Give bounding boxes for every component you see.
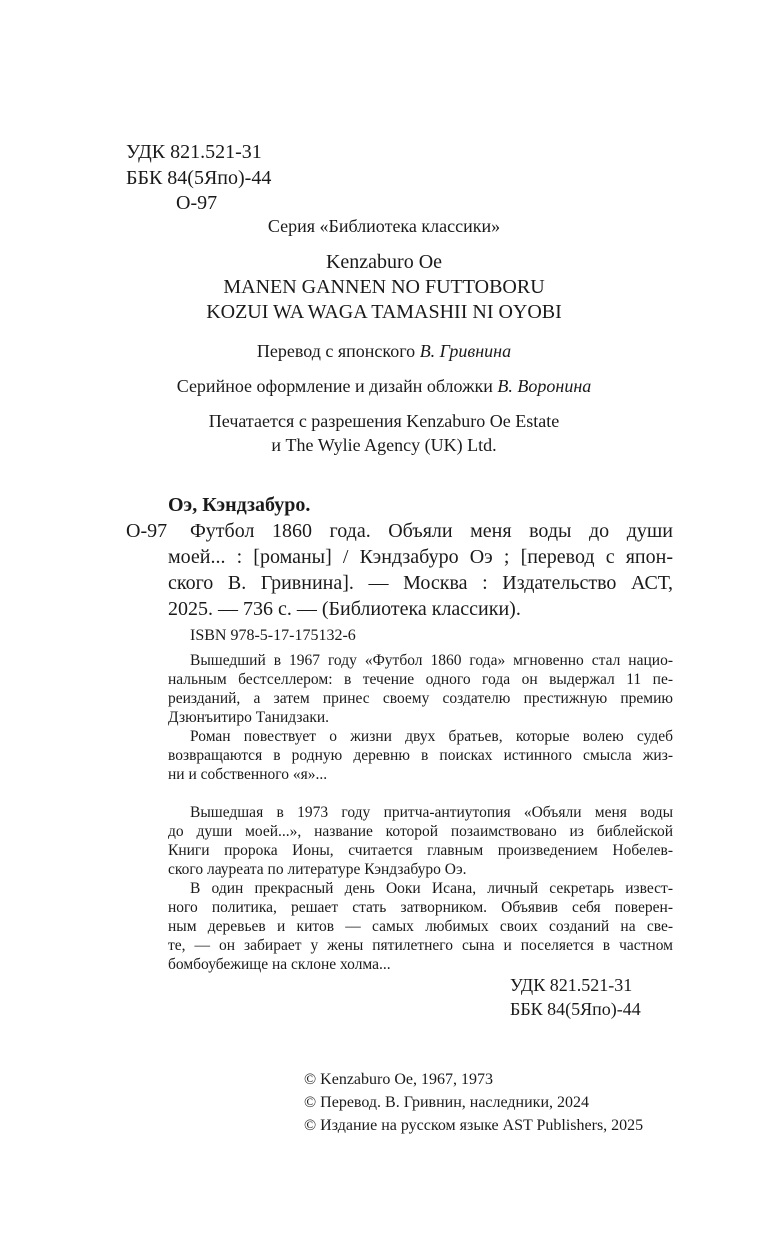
copyright-line-1: © Kenzaburo Oe, 1967, 1973 [304,1071,493,1088]
copyright-line-3: © Издание на русском языке AST Publishers, 2025 [304,1117,644,1134]
permission-line-1: Печатается с разрешения Kenzaburo Oe Estate [208,411,560,431]
annotation-line: Книги пророка Ионы, считается главным произведением Нобелев- [168,842,673,859]
annotation-line: Вышедшая в 1973 году притча-антиутопия «Объяли меня воды [190,804,673,821]
annotation-line: возвращаются в родную деревню в поисках истинного смысла жиз- [168,747,673,764]
annotation-line: Вышедший в 1967 году «Футбол 1860 года» мгновенно стал нацио- [190,652,673,669]
copyright-line-2: © Перевод. В. Гривнин, наследники, 2024 [304,1094,589,1111]
annotation-line: реизданий, а затем принес своему создателю престижную премию [168,690,673,707]
footer-bbk: ББК 84(5Япо)-44 [510,999,641,1019]
isbn: ISBN 978-5-17-175132-6 [190,627,356,644]
original-title-1: MANEN GANNEN NO FUTTOBORU [223,276,545,298]
bib-mark: О-97 [126,520,168,542]
translator-name: В. Гривнина [419,341,512,361]
bib-line-1: Футбол 1860 года. Объяли меня воды до души [190,520,673,542]
footer-udk: УДК 821.521-31 [510,975,633,995]
bib-line-4: 2025. — 736 с. — (Библиотека классики). [168,598,521,620]
original-author: Kenzaburo Oe [325,251,443,273]
annotation-line: ни и собственного «я»... [168,766,328,783]
bbk-code: ББК 84(5Япо)-44 [126,167,272,189]
author-mark: О-97 [176,192,218,214]
annotation-line: Роман повествует о жизни двух братьев, которые волею судеб [190,728,673,745]
original-title-2: KOZUI WA WAGA TAMASHII NI OYOBI [206,301,562,323]
udk-code: УДК 821.521-31 [126,141,262,163]
bib-line-2: моей... : [романы] / Кэндзабуро Оэ ; [перевод с япон- [168,546,673,568]
annotation-line: нальным бестселлером: в течение одного года он выдержал 11 пе- [168,671,673,688]
bib-heading: Оэ, Кэндзабуро. [168,494,311,516]
annotation-line: Дзюнъитиро Танидзаки. [168,709,330,726]
design-prefix: Серийное оформление и дизайн обложки [176,376,493,396]
design-credit [0,377,768,395]
permission-line-2: и The Wylie Agency (UK) Ltd. [271,435,497,455]
annotation-line: те, — он забирает у жены пятилетнего сына и поселяется в частном [168,937,673,954]
translation-prefix: Перевод с японского [256,341,416,361]
annotation-line: ным деревьев и китов — самых любимых своих созданий на све- [168,918,673,935]
annotation-line: бомбоубежище на склоне холма... [168,956,391,973]
annotation-line: ского лауреата по литературе Кэндзабуро Оэ. [168,861,467,878]
bib-line-3: ского В. Гривнина]. — Москва : Издательство АСТ, [168,572,673,594]
annotation-line: ного политика, решает стать затворником. Объявив себя поверен- [168,899,673,916]
designer-name: В. Воронина [497,376,592,396]
translation-credit [0,342,768,360]
series-line: Серия «Библиотека классики» [267,216,501,236]
annotation-line: до души моей...», название которой позаимствовано из библейской [168,823,673,840]
annotation-line: В один прекрасный день Ооки Исана, личный секретарь извест- [190,880,673,897]
